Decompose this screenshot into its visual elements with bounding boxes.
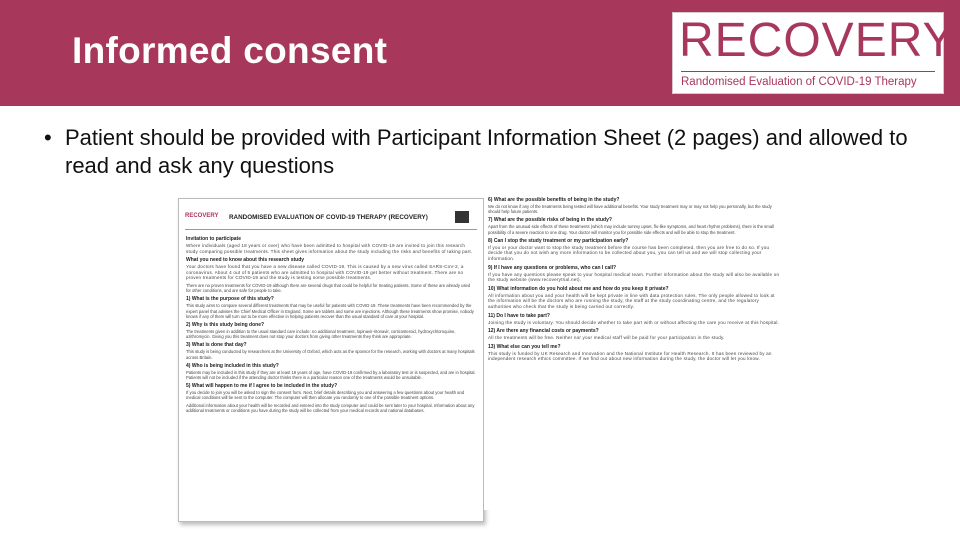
section-body: Joining the study is voluntary. You should decide whether to take part with or without affecting the care you receive at this hospital. [488, 319, 780, 325]
section-body: Your doctors have found that you have a new disease called COVID-19. This is caused by a new virus called SARS-CoV-2, a coronavirus. About 4 out of 5 patients who are admitted to hospital with COVID-19 get better without treatment. There are no proven treatments for COVID-19 and the study is testing some possible treatments. [186, 264, 464, 281]
pis-section [488, 197, 780, 214]
section-body: Patients may be included in this study if they are at least 18 years of age, have COVID-19 confirmed by a laboratory test or is suspected, and are in hospital. Patients will not be included if the attending doctor thinks there is a particular reason one of the treatments would be unsuitable. [186, 369, 476, 380]
section-body: There are no proven treatments for COVID-19 although there are several drugs that could be helpful for treating patients. Some of these are already used for other conditions, and are safe for people to take. [186, 282, 471, 294]
pis-section [186, 383, 476, 400]
pis-section [488, 265, 780, 283]
pis-page-1-header [185, 211, 475, 227]
logo-wordmark: RECOVERY [679, 14, 956, 67]
section-heading: 4) Who is being included in this study? [186, 362, 279, 369]
section-heading: 7) What are the possible risks of being in the study? [488, 217, 612, 224]
pis-section [186, 236, 476, 254]
pis-page-2-body [488, 194, 780, 364]
pis-section [186, 342, 476, 359]
bullet-marker: • [44, 125, 52, 150]
section-body: This study is funded by UK Research and Innovation and the National Institute for Health Research. It has been reviewed by an independent research ethics committee. If we find out about new information during the study, the doctor will let you know. [488, 350, 772, 362]
section-body: The treatments given in addition to the usual standard care include: no additional treatment, lopinavir-ritonavir, corticosteroid, hydroxychloroquine, azithromycin. Giving you this treatment does not stop your doctors from giving other treatments they think are appropriate. [186, 328, 456, 340]
slide-header [0, 0, 960, 106]
pis-section [186, 363, 476, 380]
section-heading: 9) If I have any questions or problems, who can I call? [488, 264, 617, 271]
pis-page-1-body [186, 233, 476, 415]
section-body: If you decide to join you will be asked to sign the consent form. Next, brief details describing you and answering a few questions about your health and medical conditions will be sent to the computer. The computer will then allocate you randomly to one of the possible treatment options. [186, 390, 465, 401]
section-heading: 13) What else can you tell me? [488, 343, 561, 350]
section-body: All information about you and your health will be kept private in line with data protection rules. The only people allowed to look at the information will be the doctors who are running the study, the staff at the study coordinating centre, and the regulatory authorities who check that the study is being carried out correctly. [488, 292, 775, 309]
pis-section [186, 283, 476, 293]
section-body: Where individuals (aged 18 years or over) who have been admitted to hospital with COVID-19 are invited to join this research study comparing possible treatments. This sheet gives information about the study including the risks and benefits of taking part. [186, 243, 473, 254]
section-heading: 5) What will happen to me if I agree to be included in the study? [186, 383, 338, 390]
section-heading: 3) What is done that day? [186, 342, 247, 349]
section-heading: 1) What is the purpose of this study? [186, 296, 274, 303]
pis-section [488, 217, 780, 234]
university-crest-icon [455, 211, 469, 223]
bullet-text: Patient should be provided with Participant Information Sheet (2 pages) and allowed to read and ask any questions [65, 125, 908, 178]
section-heading: 10) What information do you hold about me and how do you keep it private? [488, 285, 669, 292]
pis-page-2 [484, 190, 784, 510]
logo-divider [681, 71, 935, 72]
pis-section [488, 344, 780, 362]
section-heading: 2) Why is this study being done? [186, 321, 265, 328]
pis-section [488, 313, 780, 326]
section-body: If you or your doctor want to stop the study treatment before the course has been completed, then you are free to do so. If you decide that you do not wish any more information to be collected about you, you can tell us and we will stop collecting your information. [488, 244, 770, 261]
section-body: This study aims to compare several different treatments that may be useful for patients with COVID-19. These treatments have been recommended by the expert panel that advises the Chief Medical Officer in England. Some are tablets and some are injections. Although these treatments show promise, nobody knows if any of them will turn out to be more effective in helping patients recover than the usual standard of care at your hospital. [186, 303, 474, 319]
section-heading: 6) What are the possible benefits of being in the study? [488, 197, 620, 203]
pis-logo: RECOVERY [185, 213, 219, 219]
section-heading: 11) Do I have to take part? [488, 312, 550, 319]
pis-section [488, 328, 780, 341]
section-body: If you have any questions please speak to your hospital medical team. Further information about the study will also be available on the study website (www.recoverytrial.net). [488, 271, 780, 283]
pis-section [186, 257, 476, 281]
pis-section [488, 238, 780, 262]
section-body: Additional information about your health will be recorded and entered into the study computer and could be sent later to your hospital. Information about any additional treatments or conditions you have during the study will be collected from your medical records and national databases. [186, 402, 475, 413]
recovery-logo [672, 12, 956, 94]
bullet-point [44, 124, 924, 180]
pis-title: RANDOMISED EVALUATION OF COVID-19 THERAPY (RECOVERY) [229, 214, 428, 221]
pis-section [186, 322, 476, 339]
section-heading: Invitation to participate [186, 236, 242, 242]
pis-section [488, 286, 780, 310]
section-body: We do not know if any of the treatments being tested will have additional benefits. Your study treatment may or may not help you personally, but the study should help future patients. [488, 204, 772, 215]
pis-page-1 [178, 198, 484, 522]
pis-section [186, 403, 476, 413]
logo-tagline: Randomised Evaluation of COVID-19 Therapy [681, 76, 917, 88]
section-heading: 8) Can I stop the study treatment or my participation early? [488, 237, 629, 244]
section-heading: 12) Are there any financial costs or payments? [488, 328, 599, 335]
section-body: Apart from the unusual side effects of these treatments (which may include tummy upset, flu-like symptoms, and heart rhythm problems), there is the small possibility of a severe reaction to one drug. Your doctor will monitor you for possible side effects and will be able to stop the treatment. [488, 224, 774, 235]
slide-title: Informed consent [72, 30, 388, 71]
section-heading: What you need to know about this research study [186, 257, 305, 264]
section-body: This study is being conducted by researchers at the University of Oxford, which acts as the sponsor for the research, working with doctors at many hospitals across Britain. [186, 349, 475, 360]
pis-section [186, 296, 476, 319]
section-body: All the treatments will be free. Neither nor your medical staff will be paid for your participation in the study. [488, 335, 725, 341]
pis-divider [185, 229, 477, 230]
